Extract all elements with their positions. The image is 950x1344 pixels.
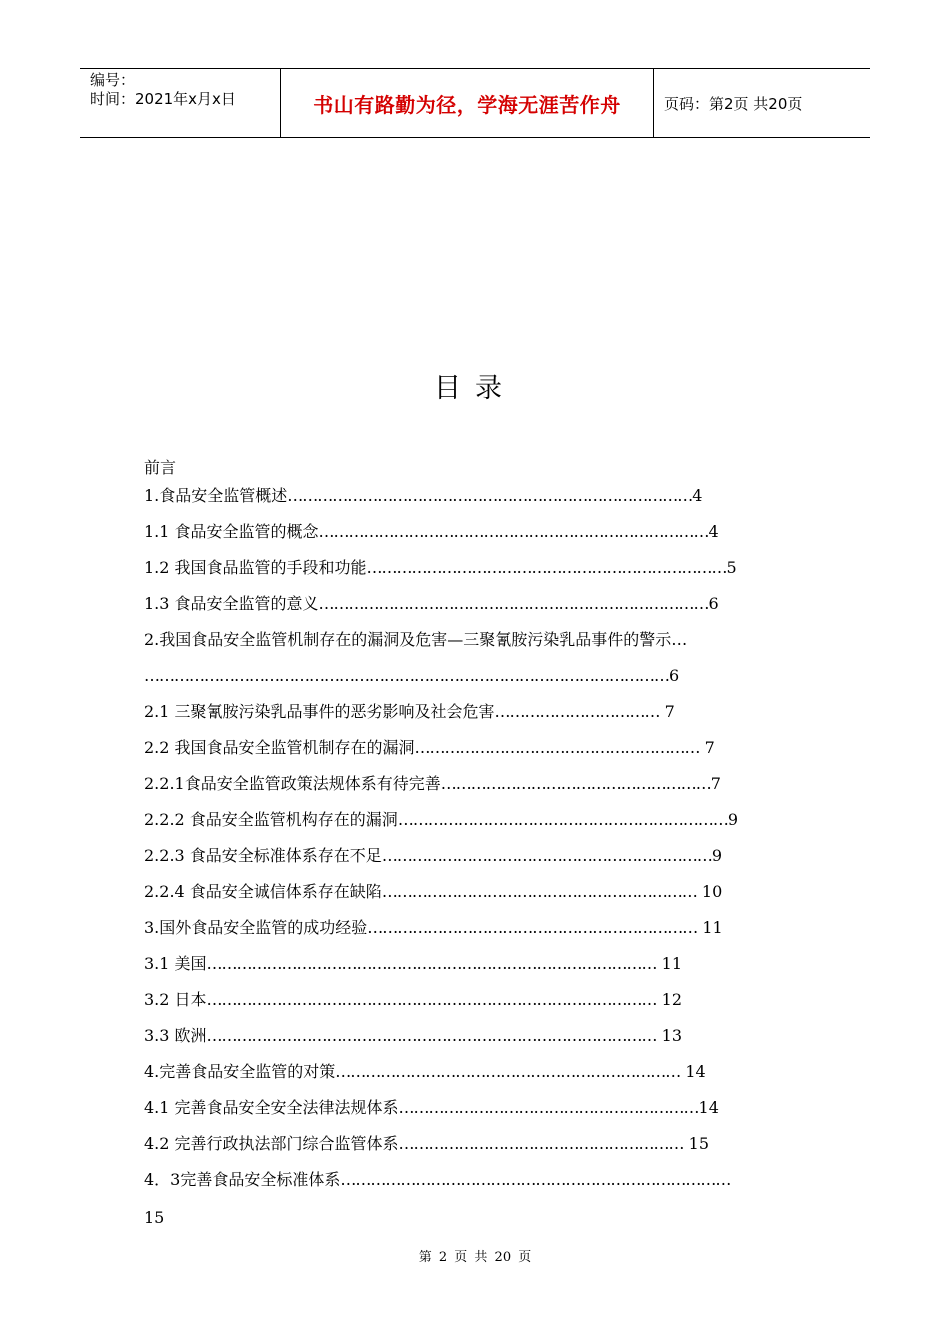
toc-entry: [144, 846, 722, 866]
toc-entry-leader: ………………………………………………………………: [366, 558, 727, 577]
toc-entry: [144, 810, 738, 830]
toc-entry: [144, 594, 719, 614]
toc-entry-page: 12: [656, 990, 682, 1009]
toc-entry-leader: ………………………………………………………………………: [287, 486, 693, 505]
toc-entry-page: 13: [656, 1026, 682, 1045]
toc-entry-text: 2.2.3 食品安全标准体系存在不足: [144, 846, 382, 865]
toc-entry-text: 2.2.1食品安全监管政策法规体系有待完善: [144, 774, 441, 793]
toc-entry-leader: ………………………………………………………………………………: [206, 990, 657, 1009]
toc-entry: [144, 1062, 706, 1082]
toc-entry: [144, 522, 719, 542]
toc-entry-leader: ……………………………………………………: [398, 1098, 699, 1117]
toc-entry-page: 7: [699, 738, 715, 757]
toc-entry-text: 15: [144, 1208, 165, 1227]
toc-entry-text: 1.3 食品安全监管的意义: [144, 594, 319, 613]
toc-entry-page: 11: [656, 954, 682, 973]
toc-entry-page: 7: [659, 702, 675, 721]
header-meta: [80, 69, 280, 137]
toc-entry: [144, 954, 682, 974]
header-motto: 书山有路勤为径，学海无涯苦作舟: [280, 69, 654, 137]
toc-entry: [144, 666, 679, 686]
toc-entry-text: 3.1 美国: [144, 954, 207, 973]
toc-entry-leader: …………………………………………………: [398, 1134, 684, 1153]
toc-entry-page: 6: [708, 594, 719, 613]
toc-entry-text: 3.3 欧洲: [144, 1026, 207, 1045]
toc-entry-text: 1.食品安全监管概述: [144, 486, 288, 505]
toc-entry-text: 4．3完善食品安全标准体系: [144, 1170, 341, 1189]
toc-entry-leader: ……………………………………………………………………: [318, 522, 709, 541]
toc-entry-page: 15: [683, 1134, 709, 1153]
toc-entry: [144, 702, 675, 722]
toc-entry-page: 5: [726, 558, 737, 577]
toc-entry-leader: ………………………………………………………: [381, 882, 697, 901]
toc-entry-page: 11: [697, 918, 723, 937]
toc-entry-leader: ………………………………………………: [440, 774, 711, 793]
toc-entry-leader: …………………………………………………………: [381, 846, 712, 865]
toc-entry: [144, 458, 176, 478]
toc-entry-text: 1.1 食品安全监管的概念: [144, 522, 319, 541]
toc-entry-page: 6: [669, 666, 680, 685]
number-label: 编号：: [90, 71, 136, 89]
toc-entry: [144, 1170, 730, 1190]
toc-entry: [144, 918, 723, 938]
toc-entry-text: 2.1 三聚氰胺污染乳品事件的恶劣影响及社会危害: [144, 702, 495, 721]
page-footer: 第 2 页 共 20 页: [418, 1250, 532, 1265]
toc-entry-page: 10: [696, 882, 723, 901]
toc-entry: [144, 738, 715, 758]
toc-entry-text: 3.2 日本: [144, 990, 207, 1009]
toc-entry-text: 2.2.2 食品安全监管机构存在的漏洞: [144, 810, 398, 829]
toc-entry-leader: …………………………………………………………: [397, 810, 728, 829]
toc-entry-leader: ………………………………………………………………………………: [206, 954, 657, 973]
toc-entry-leader: ……………………………………………………………………………………………: [144, 666, 669, 685]
toc-title: 目录: [434, 373, 516, 404]
toc-entry-text: 4.完善食品安全监管的对策: [144, 1062, 336, 1081]
header-page-code: 页码：第2页 共20页: [664, 94, 803, 113]
toc-entry: [144, 774, 721, 794]
toc-entry-leader: ……………………………: [494, 702, 660, 721]
toc-entry-page: 9: [727, 810, 738, 829]
toc-entry: [144, 1134, 709, 1154]
toc-entry-leader: ……………………………………………………………………: [318, 594, 709, 613]
toc-entry-page: 7: [710, 774, 721, 793]
toc-entry-text: 3.国外食品安全监管的成功经验: [144, 918, 368, 937]
toc-entry-page: 4: [708, 522, 719, 541]
toc-entry: [144, 486, 702, 506]
toc-entry-page: 4: [692, 486, 703, 505]
toc-entry-text: 1.2 我国食品监管的手段和功能: [144, 558, 367, 577]
toc-entry-leader: ………………………………………………………………………………: [206, 1026, 657, 1045]
toc-entry-leader: …………………………………………………………: [367, 918, 698, 937]
page-header: [80, 68, 870, 138]
time-label: 时间：2021年x月x日: [90, 90, 236, 108]
toc-entry: [144, 630, 687, 650]
toc-entry-text: 2.我国食品安全监管机制存在的漏洞及危害—三聚氰胺污染乳品事件的警示…: [144, 630, 688, 649]
toc-entry-page: 14: [680, 1062, 706, 1081]
toc-entry-text: 2.2 我国食品安全监管机制存在的漏洞: [144, 738, 415, 757]
toc-entry-text: 2.2.4 食品安全诚信体系存在缺陷: [144, 882, 382, 901]
toc-entry: [144, 1208, 164, 1228]
toc-entry: [144, 882, 722, 902]
toc-entry-leader: ……………………………………………………………………: [340, 1170, 731, 1189]
toc-entry: [144, 1098, 719, 1118]
toc-entry: [144, 990, 682, 1010]
toc-entry-page: 14: [698, 1098, 719, 1117]
toc-entry-page: 9: [711, 846, 722, 865]
toc-entry: [144, 1026, 682, 1046]
toc-entry-text: 前言: [144, 458, 177, 477]
toc-entry-leader: ……………………………………………………………: [335, 1062, 681, 1081]
toc-entry-text: 4.1 完善食品安全安全法律法规体系: [144, 1098, 399, 1117]
toc-entry-leader: …………………………………………………: [414, 738, 700, 757]
toc-entry: [144, 558, 737, 578]
toc-entry-text: 4.2 完善行政执法部门综合监管体系: [144, 1134, 399, 1153]
